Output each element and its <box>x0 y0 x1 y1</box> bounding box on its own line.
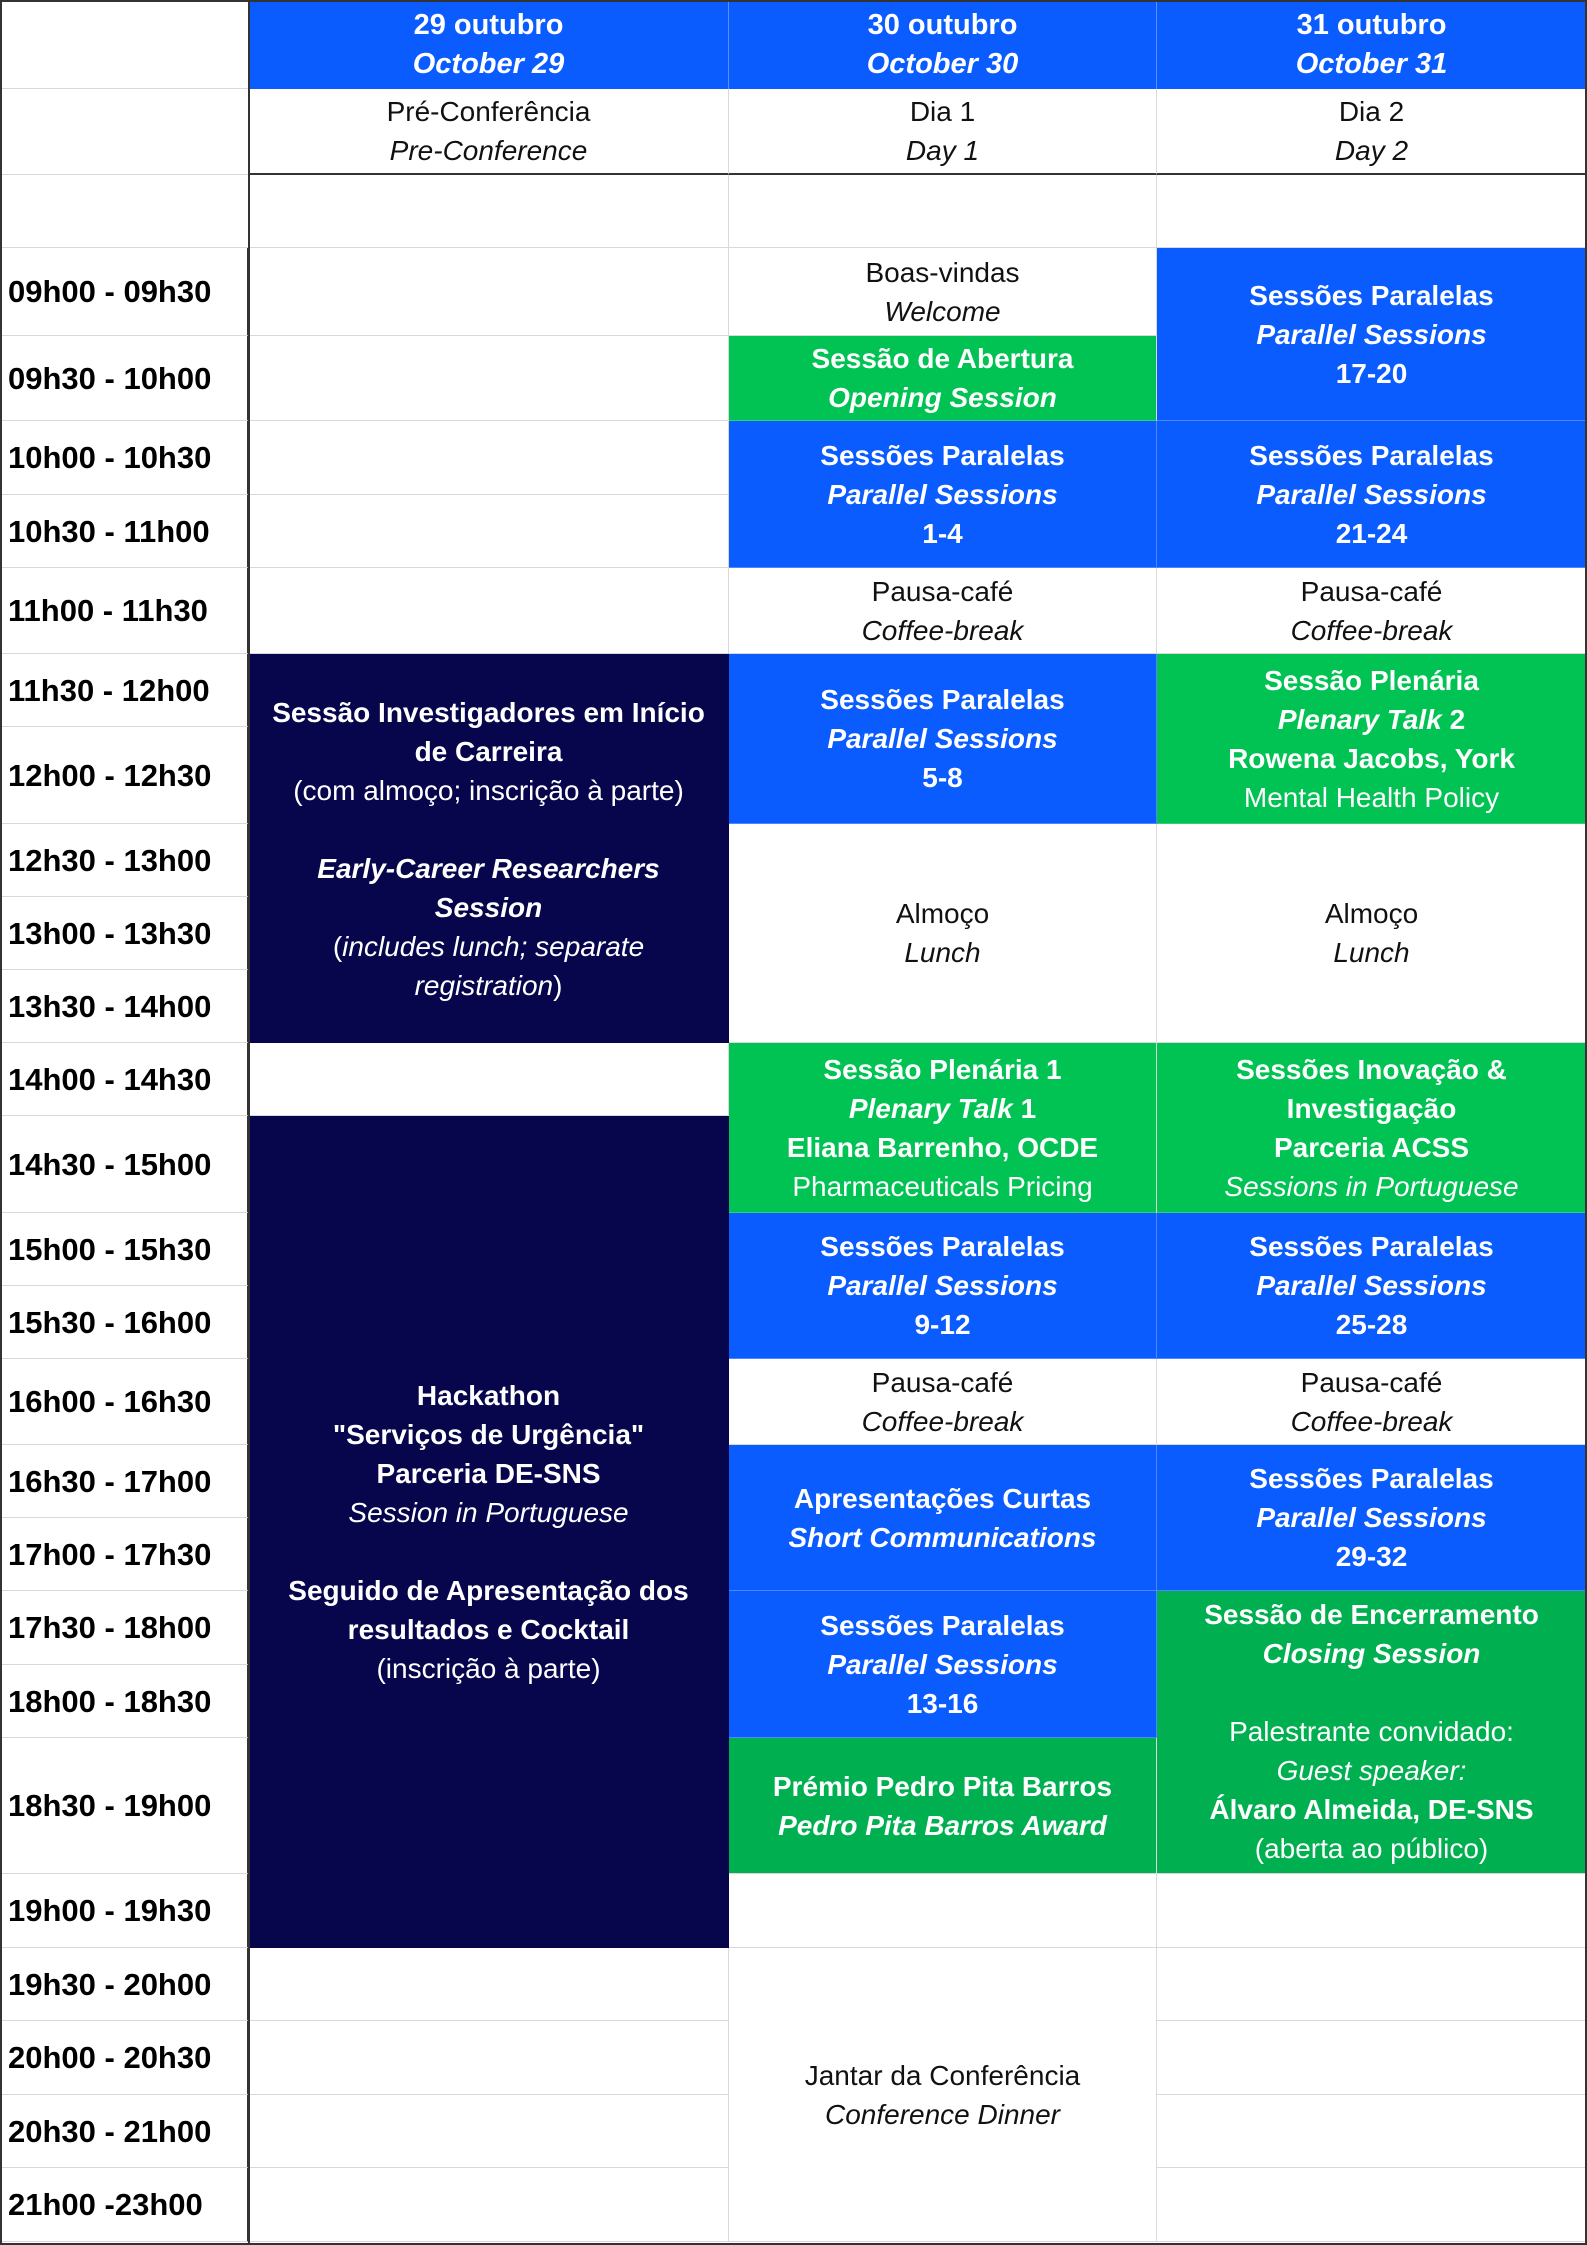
session-title-pt: Sessões Paralelas <box>1249 1463 1494 1494</box>
session-title-en: Welcome <box>884 295 1001 327</box>
parallel-sessions-5-8 <box>729 654 1157 824</box>
time-slot: 20h00 - 20h30 <box>0 2021 249 2095</box>
time-slot: 19h00 - 19h30 <box>0 1874 249 1948</box>
session-numbers: 29-32 <box>1335 1541 1408 1572</box>
paren-close: ) <box>553 969 563 1001</box>
session-speaker: Rowena Jacobs, York <box>1228 742 1515 774</box>
session-title-pt: Sessões Paralelas <box>820 1231 1065 1262</box>
innovation-research-session <box>1157 1043 1587 1213</box>
header-date-pt: 30 outubro <box>867 8 1018 41</box>
day-label-pt: Pré-Conferência <box>386 96 591 127</box>
time-slot: 16h30 - 17h00 <box>0 1445 249 1518</box>
session-note: (aberta ao público) <box>1254 1833 1489 1864</box>
parallel-sessions-9-12 <box>729 1213 1157 1359</box>
empty-cell <box>249 2021 729 2095</box>
empty-cell <box>249 421 729 495</box>
time-slot: 14h30 - 15h00 <box>0 1116 249 1213</box>
time-slot: 12h30 - 13h00 <box>0 824 249 897</box>
session-note: (inscrição à parte) <box>376 1653 601 1684</box>
time-slot: 20h30 - 21h00 <box>0 2095 249 2168</box>
time-slot: 11h00 - 11h30 <box>0 568 249 654</box>
plenary-session-2 <box>1157 654 1587 824</box>
lunch <box>1157 824 1587 1043</box>
session-title-pt: Sessões Paralelas <box>820 439 1065 471</box>
session-title-pt: Sessão Plenária 1 <box>823 1053 1062 1085</box>
session-title-en: Parallel Sessions <box>1256 478 1487 510</box>
session-number: 2 <box>1441 703 1466 735</box>
session-title-en: Opening Session <box>828 382 1057 413</box>
time-slot: 10h00 - 10h30 <box>0 421 249 495</box>
parallel-sessions-17-20 <box>1157 248 1587 421</box>
header-oct-31 <box>1157 0 1587 89</box>
time-slot: 12h00 - 12h30 <box>0 727 249 824</box>
closing-session <box>1157 1591 1587 1874</box>
session-followup: Seguido de Apresentação dos resultados e Cocktail <box>288 1575 689 1645</box>
empty-cell <box>249 2168 729 2242</box>
session-speaker: Eliana Barrenho, OCDE <box>786 1131 1099 1163</box>
session-title-pt: Sessão Plenária <box>1264 664 1479 696</box>
spacer-cell <box>1157 175 1587 248</box>
day-label-pt: Dia 2 <box>1338 96 1405 127</box>
session-title-en: Parallel Sessions <box>1256 318 1487 350</box>
session-title-pt: Sessões Paralelas <box>1249 439 1494 471</box>
session-title-pt: Almoço <box>1324 898 1419 929</box>
session-numbers: 9-12 <box>914 1309 971 1340</box>
plenary-session-1 <box>729 1043 1157 1213</box>
guest-label-pt: Palestrante convidado: <box>1229 1716 1514 1747</box>
header-date-pt: 31 outubro <box>1296 8 1447 41</box>
header-date-en: October 29 <box>412 47 565 80</box>
header-date-en: October 30 <box>866 47 1019 80</box>
session-title-pt: Sessões Paralelas <box>820 684 1065 715</box>
session-title-en: Early-Career Researchers Session <box>317 852 660 923</box>
empty-cell <box>1157 2021 1587 2095</box>
time-slot: 21h00 -23h00 <box>0 2168 249 2242</box>
parallel-sessions-25-28 <box>1157 1213 1587 1359</box>
guest-label-en: Guest speaker: <box>1276 1755 1467 1786</box>
day-label-en: Pre-Conference <box>389 135 588 166</box>
session-title-en: Coffee-break <box>861 1405 1024 1437</box>
spacer-cell <box>729 175 1157 248</box>
hackathon-session <box>249 1116 729 1948</box>
day-label-preconference <box>249 89 729 175</box>
session-numbers: 1-4 <box>922 517 963 549</box>
session-title-en: Coffee-break <box>1290 614 1453 646</box>
empty-cell <box>249 336 729 421</box>
session-partner: Parceria ACSS <box>1273 1131 1470 1163</box>
header-date-pt: 29 outubro <box>413 8 564 41</box>
short-communications <box>729 1445 1157 1591</box>
time-slot: 14h00 - 14h30 <box>0 1043 249 1116</box>
time-slot: 09h00 - 09h30 <box>0 248 249 336</box>
parallel-sessions-21-24 <box>1157 421 1587 568</box>
session-title-pt: Sessão Investigadores em Início de Carreira <box>272 696 705 767</box>
time-slot: 13h00 - 13h30 <box>0 897 249 970</box>
time-slot: 15h00 - 15h30 <box>0 1213 249 1286</box>
session-title-pt: Sessões Paralelas <box>1249 1231 1494 1262</box>
session-title-en: Coffee-break <box>861 614 1024 646</box>
session-note-pt: (com almoço; inscrição à parte) <box>293 774 684 806</box>
empty-cell <box>249 2095 729 2168</box>
session-language: Session in Portuguese <box>348 1497 629 1528</box>
session-title-pt: Sessões Paralelas <box>820 1609 1065 1641</box>
day-label-pt: Dia 1 <box>909 96 976 127</box>
time-slot: 09h30 - 10h00 <box>0 336 249 421</box>
session-title-pt-2: Investigação <box>1286 1092 1457 1124</box>
session-title-pt-1: Sessões Inovação & <box>1236 1053 1507 1085</box>
conference-dinner <box>729 1948 1157 2242</box>
empty-cell <box>1157 2095 1587 2168</box>
coffee-break <box>1157 568 1587 654</box>
session-title-en: Parallel Sessions <box>827 478 1058 510</box>
session-title-en: Plenary Talk <box>1277 703 1442 735</box>
time-slot: 16h00 - 16h30 <box>0 1359 249 1445</box>
empty-cell <box>249 495 729 568</box>
session-title-en: Pedro Pita Barros Award <box>778 1809 1107 1841</box>
time-slot: 19h30 - 20h00 <box>0 1948 249 2021</box>
opening-session <box>729 336 1157 421</box>
session-title-en: Lunch <box>1333 937 1410 968</box>
paren-open: ( <box>332 930 343 962</box>
time-slot: 17h30 - 18h00 <box>0 1591 249 1665</box>
session-numbers: 21-24 <box>1335 517 1408 549</box>
spacer-cell <box>249 175 729 248</box>
lunch <box>729 824 1157 1043</box>
session-speaker: Álvaro Almeida, DE-SNS <box>1209 1794 1534 1825</box>
session-title-en: Short Communications <box>788 1521 1097 1553</box>
session-title-en: Lunch <box>904 937 981 968</box>
session-numbers: 25-28 <box>1335 1309 1408 1340</box>
parallel-sessions-1-4 <box>729 421 1157 568</box>
session-title-en: Plenary Talk <box>848 1092 1013 1124</box>
session-title-en: Parallel Sessions <box>827 723 1058 754</box>
session-topic: Pharmaceuticals Pricing <box>792 1170 1093 1202</box>
empty-cell <box>729 1874 1157 1948</box>
session-title-en: Closing Session <box>1262 1638 1481 1669</box>
spacer-cell <box>0 175 249 248</box>
session-subtitle: "Serviços de Urgência" <box>332 1419 645 1450</box>
session-numbers: 5-8 <box>922 762 963 793</box>
empty-cell <box>249 568 729 654</box>
coffee-break <box>729 1359 1157 1445</box>
session-numbers: 17-20 <box>1335 357 1408 389</box>
session-topic: Mental Health Policy <box>1243 781 1500 813</box>
session-title-pt: Sessão de Abertura <box>811 343 1074 374</box>
session-title-pt: Sessão de Encerramento <box>1204 1599 1539 1630</box>
session-title-en: Parallel Sessions <box>827 1270 1058 1301</box>
session-title-en: Parallel Sessions <box>1256 1270 1487 1301</box>
early-career-session <box>249 654 729 1043</box>
session-title-en-line <box>1278 700 1465 739</box>
header-date-en: October 31 <box>1295 47 1448 80</box>
time-slot: 18h00 - 18h30 <box>0 1665 249 1738</box>
session-title-pt: Sessões Paralelas <box>1249 279 1494 311</box>
session-title-pt: Boas-vindas <box>865 256 1020 288</box>
coffee-break <box>1157 1359 1587 1445</box>
session-title-en: Conference Dinner <box>824 2098 1061 2130</box>
empty-cell <box>249 248 729 336</box>
session-title-pt: Prémio Pedro Pita Barros <box>772 1770 1113 1802</box>
session-title-pt: Almoço <box>895 898 990 929</box>
session-title-pt: Pausa-café <box>1300 575 1443 607</box>
corner-empty-cell <box>0 0 249 89</box>
time-slot: 11h30 - 12h00 <box>0 654 249 727</box>
time-slot: 15h30 - 16h00 <box>0 1286 249 1359</box>
coffee-break <box>729 568 1157 654</box>
session-title-pt: Apresentações Curtas <box>793 1482 1092 1514</box>
session-numbers: 13-16 <box>906 1687 979 1719</box>
day-label-day2 <box>1157 89 1587 175</box>
empty-cell <box>249 1948 729 2021</box>
empty-cell <box>1157 1948 1587 2021</box>
session-title: Hackathon <box>416 1380 561 1411</box>
session-title-pt: Pausa-café <box>871 1366 1014 1398</box>
header-oct-29 <box>249 0 729 89</box>
empty-cell <box>1157 2168 1587 2242</box>
session-note-en-text: includes lunch; separate registration <box>342 930 645 1001</box>
time-slot: 13h30 - 14h00 <box>0 970 249 1043</box>
parallel-sessions-29-32 <box>1157 1445 1587 1591</box>
parallel-sessions-13-16 <box>729 1591 1157 1738</box>
session-partner: Parceria DE-SNS <box>376 1458 601 1489</box>
time-slot: 18h30 - 19h00 <box>0 1738 249 1874</box>
session-title-pt: Pausa-café <box>871 575 1014 607</box>
award-session <box>729 1738 1157 1874</box>
time-slot: 10h30 - 11h00 <box>0 495 249 568</box>
empty-cell <box>1157 1874 1587 1948</box>
empty-cell <box>249 1043 729 1116</box>
day-label-en: Day 1 <box>905 135 980 166</box>
session-title-en: Parallel Sessions <box>1256 1502 1487 1533</box>
header-oct-30 <box>729 0 1157 89</box>
day-label-en: Day 2 <box>1334 135 1409 166</box>
session-title-pt: Jantar da Conferência <box>804 2059 1081 2091</box>
session-title-en: Parallel Sessions <box>827 1648 1058 1680</box>
welcome-session <box>729 248 1157 336</box>
time-slot: 17h00 - 17h30 <box>0 1518 249 1591</box>
session-note-en <box>261 927 716 1005</box>
session-title-en-line <box>849 1089 1036 1128</box>
session-title-pt: Pausa-café <box>1300 1366 1443 1398</box>
session-number: 1 <box>1012 1092 1037 1124</box>
corner-empty-cell <box>0 89 249 175</box>
session-title-en: Coffee-break <box>1290 1405 1453 1437</box>
day-label-day1 <box>729 89 1157 175</box>
session-language: Sessions in Portuguese <box>1224 1170 1519 1202</box>
